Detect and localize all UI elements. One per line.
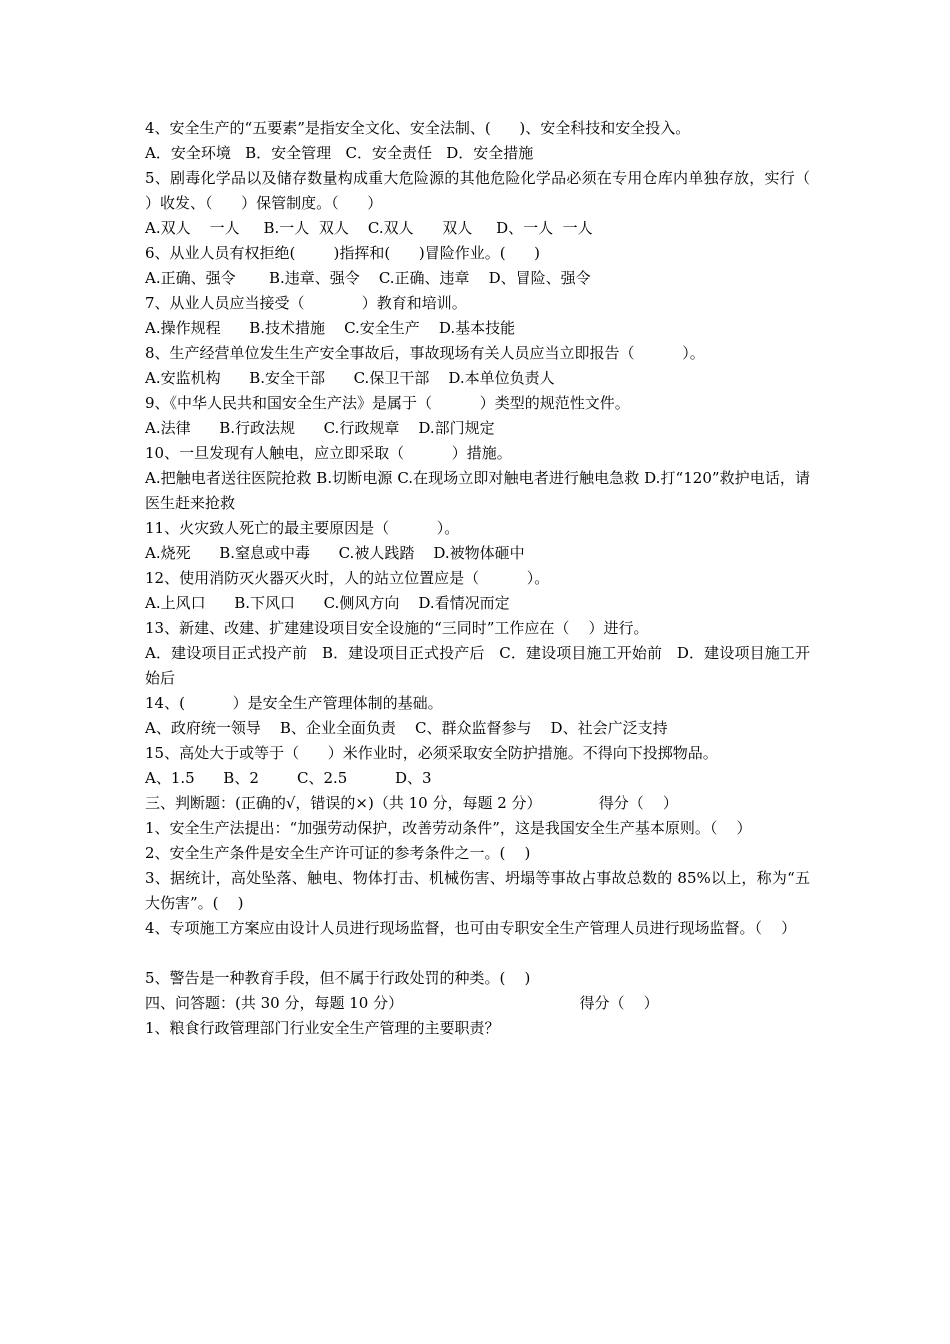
question-6-options: A.正确、强令 B.违章、强令 C.正确、违章 D、冒险、强令 [145, 269, 591, 287]
section-3-heading: 三、判断题：(正确的√，错误的×)（共 10 分，每题 2 分） 得分（ ） [145, 794, 678, 812]
question-12-options: A.上风口 B.下风口 C.侧风方向 D.看情况而定 [145, 594, 510, 612]
judgment-3: 3、据统计，高处坠落、触电、物体打击、机械伤害、坍塌等事故占事故总数的 85%以上，称为“五大伤害”。( ) [145, 869, 810, 912]
question-14-options: A、政府统一领导 B、企业全面负责 C、群众监督参与 D、社会广泛支持 [145, 719, 668, 737]
question-13: 13、新建、改建、扩建建设项目安全设施的“三同时”工作应在（ ）进行。 [145, 619, 649, 637]
question-5-options: A.双人 一人 B.一人 双人 C.双人 双人 D、一人 一人 [145, 219, 593, 237]
judgment-5: 5、警告是一种教育手段，但不属于行政处罚的种类。( ) [145, 969, 531, 987]
question-9-options: A.法律 B.行政法规 C.行政规章 D.部门规定 [145, 419, 495, 437]
question-9: 9、《中华人民共和国安全生产法》是属于（ ）类型的规范性文件。 [145, 394, 630, 412]
judgment-1: 1、安全生产法提出：“加强劳动保护，改善劳动条件”，这是我国安全生产基本原则。（ ） [145, 819, 752, 837]
question-15: 15、高处大于或等于（ ）米作业时，必须采取安全防护措施。不得向下投掷物品。 [145, 744, 718, 762]
question-12: 12、使用消防灭火器灭火时，人的站立位置应是（ ）。 [145, 569, 550, 587]
essay-question-1: 1、粮食行政管理部门行业安全生产管理的主要职责？ [145, 1019, 500, 1037]
question-8-options: A.安监机构 B.安全干部 C.保卫干部 D.本单位负责人 [145, 369, 555, 387]
question-15-options: A、1.5 B、2 C、2.5 D、3 [145, 769, 432, 787]
question-4: 4、安全生产的“五要素”是指安全文化、安全法制、( )、安全科技和安全投入。 [145, 119, 691, 137]
document-page [145, 116, 830, 1041]
question-7-options: A.操作规程 B.技术措施 C.安全生产 D.基本技能 [145, 319, 516, 337]
question-11: 11、火灾致人死亡的最主要原因是（ ）。 [145, 519, 460, 537]
question-10-options: A.把触电者送往医院抢救 B.切断电源 C.在现场立即对触电者进行触电急救 D.打“120”救护电话，请医生赶来抢救 [145, 469, 810, 512]
question-4-options: A．安全环境 B．安全管理 C．安全责任 D．安全措施 [145, 144, 534, 162]
judgment-2: 2、安全生产条件是安全生产许可证的参考条件之一。( ) [145, 844, 531, 862]
question-7: 7、从业人员应当接受（ ）教育和培训。 [145, 294, 467, 312]
question-6: 6、从业人员有权拒绝( )指挥和( )冒险作业。( ) [145, 244, 541, 262]
judgment-4: 4、专项施工方案应由设计人员进行现场监督，也可由专职安全生产管理人员进行现场监督。（ ） [145, 919, 797, 937]
question-14: 14、( ）是安全生产管理体制的基础。 [145, 694, 443, 712]
question-11-options: A.烧死 B.窒息或中毒 C.被人践踏 D.被物体砸中 [145, 544, 525, 562]
question-5: 5、剧毒化学品以及储存数量构成重大危险源的其他危险化学品必须在专用仓库内单独存放，实行（ ）收发、（ ）保管制度。（ ） [145, 169, 830, 212]
question-8: 8、生产经营单位发生生产安全事故后，事故现场有关人员应当立即报告（ ）。 [145, 344, 705, 362]
section-4-heading: 四、问答题：(共 30 分，每题 10 分） 得分（ ） [145, 994, 659, 1012]
question-10: 10、一旦发现有人触电，应立即采取（ ）措施。 [145, 444, 512, 462]
question-13-options: A．建设项目正式投产前 B．建设项目正式投产后 C．建设项目施工开始前 D．建设项目施工开始后 [145, 644, 810, 687]
